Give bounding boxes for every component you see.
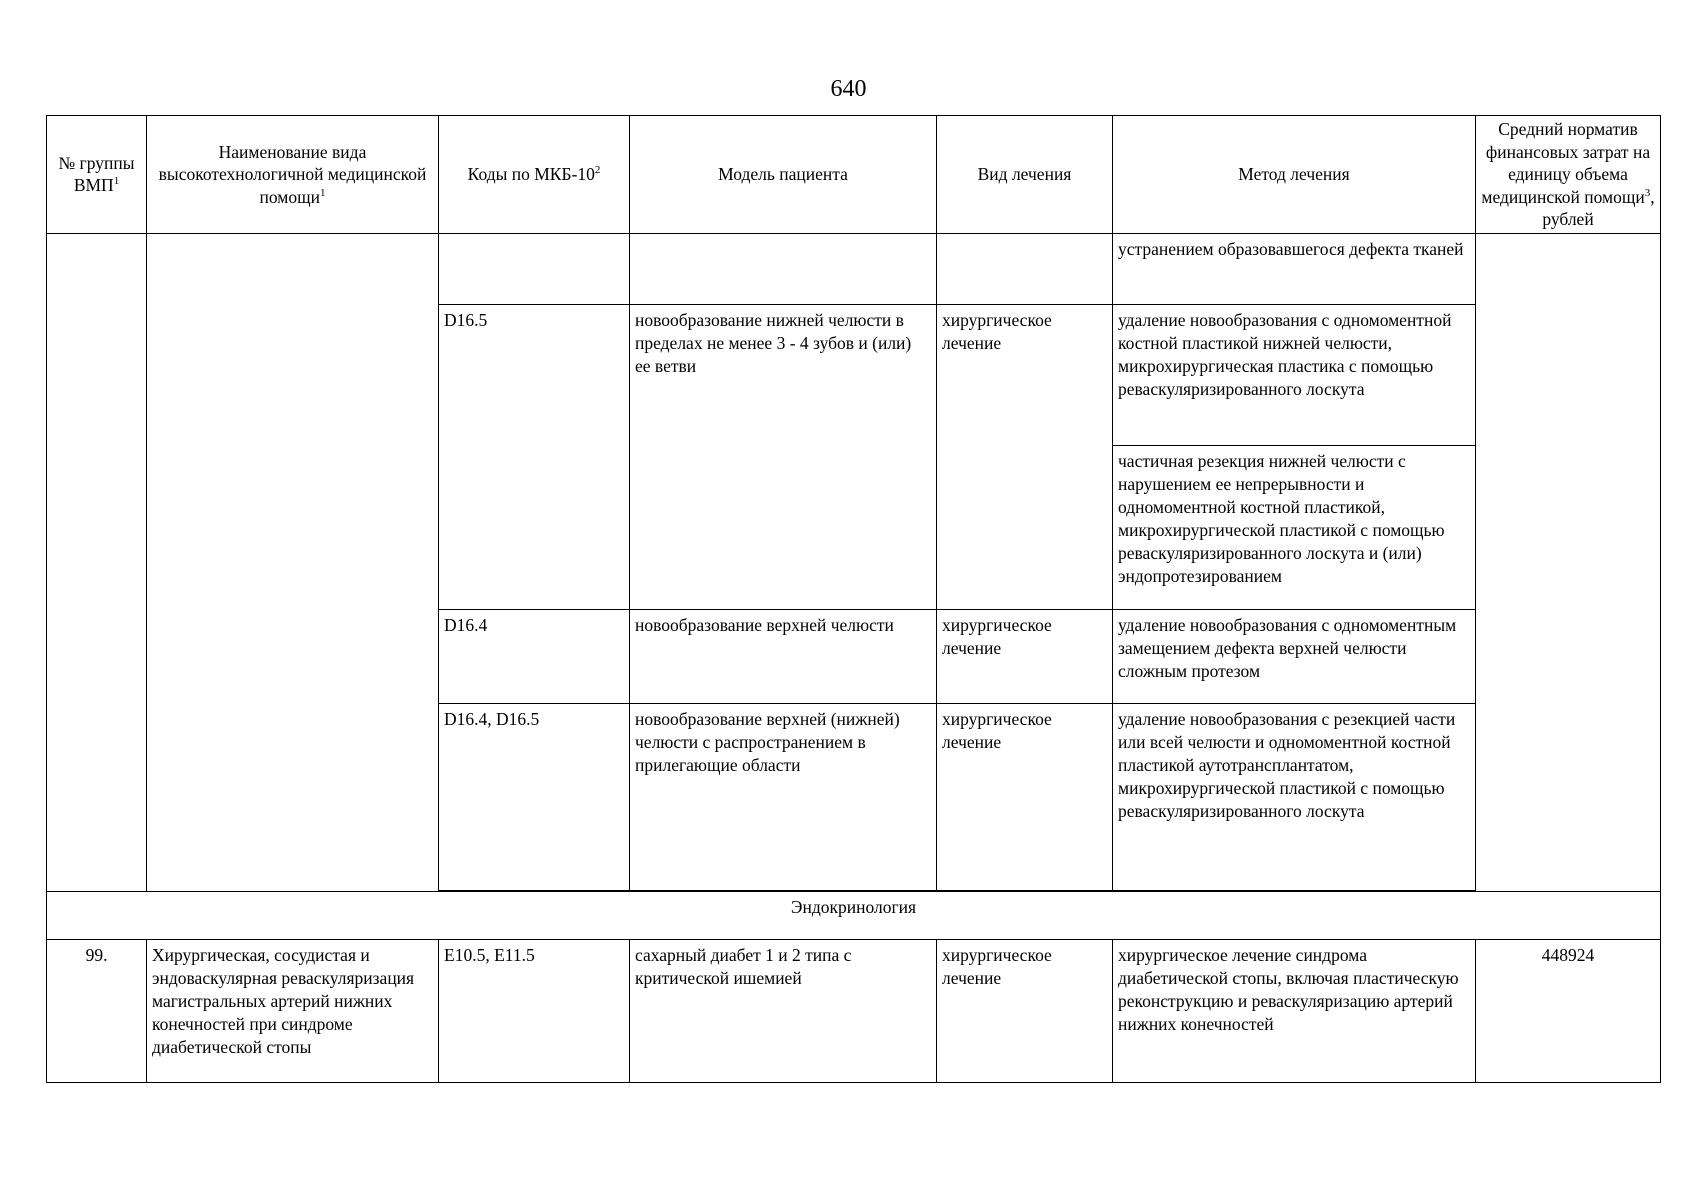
section-heading-row [47, 891, 1661, 939]
header-care-type-name: Наименование вида высокотехнологичной медицинской помощи$^1$ [147, 116, 439, 234]
care-type-name-cell [147, 233, 439, 891]
patient-model-cell: новообразование верхней челюсти [630, 609, 937, 703]
treatment-method-cell: удаление новообразования с одномоментной костной пластикой нижней челюсти, микрохирургическая пластика с помощью реваскуляризированного лоскута [1113, 304, 1476, 445]
header-patient-model: Модель пациента [630, 116, 937, 234]
care-type-name-cell: Хирургическая, сосудистая и эндоваскулярная реваскуляризация магистральных артерий нижних конечностей при синдроме диабетической стопы [147, 939, 439, 1082]
group-number-cell: 99. [47, 939, 147, 1082]
cost-cell [1476, 233, 1661, 891]
header-icd-codes: Коды по МКБ-$10^2$ [439, 116, 630, 234]
treatment-method-cell: удаление новообразования с резекцией части или всей челюсти и одномоментной костной пластикой аутотрансплантатом, микрохирургической пластикой с помощью реваскуляризированного лоскута [1113, 703, 1476, 890]
icd-codes-cell: D16.4, D16.5 [439, 703, 630, 890]
group-number-cell [47, 233, 147, 891]
vmp-table [46, 115, 1661, 1083]
header-treatment-type: Вид лечения [937, 116, 1113, 234]
icd-codes-cell: E10.5, E11.5 [439, 939, 630, 1082]
patient-model-cell: новообразование нижней челюсти в пределах не менее 3 - 4 зубов и (или) ее ветви [630, 304, 937, 609]
patient-model-cell: новообразование верхней (нижней) челюсти с распространением в прилегающие области [630, 703, 937, 890]
table-row [47, 233, 1661, 304]
table-header [47, 116, 1661, 234]
icd-codes-cell: D16.4 [439, 609, 630, 703]
patient-model-cell [630, 233, 937, 304]
treatment-method-cell: удаление новообразования с одномоментным замещением дефекта верхней челюсти сложным протезом [1113, 609, 1476, 703]
treatment-type-cell [937, 233, 1113, 304]
header-cost-standard: Средний норматив финансовых затрат на единицу объема медицинской помощи$^3$, рублей [1476, 116, 1661, 234]
table-row [47, 939, 1661, 1082]
treatment-type-cell: хирургическое лечение [937, 703, 1113, 890]
patient-model-cell: сахарный диабет 1 и 2 типа с критической ишемией [630, 939, 937, 1082]
page-number: 640 [830, 76, 867, 102]
treatment-type-cell: хирургическое лечение [937, 304, 1113, 609]
header-treatment-method: Метод лечения [1113, 116, 1476, 234]
treatment-type-cell: хирургическое лечение [937, 939, 1113, 1082]
cost-cell: 448924 [1476, 939, 1661, 1082]
treatment-method-cell: хирургическое лечение синдрома диабетической стопы, включая пластическую реконструкцию и реваскуляризацию артерий нижних конечностей [1113, 939, 1476, 1082]
icd-codes-cell: D16.5 [439, 304, 630, 609]
section-heading: Эндокринология [47, 891, 1661, 939]
treatment-method-cell: устранением образовавшегося дефекта тканей [1113, 233, 1476, 304]
treatment-method-cell: частичная резекция нижней челюсти с нарушением ее непрерывности и одномоментной костной пластикой, микрохирургической пластикой с помощью реваскуляризированного лоскута и (или) эндопротезированием [1113, 445, 1476, 609]
icd-codes-cell [439, 233, 630, 304]
treatment-type-cell: хирургическое лечение [937, 609, 1113, 703]
header-group-number: № группы ВМП$^1$ [47, 116, 147, 234]
